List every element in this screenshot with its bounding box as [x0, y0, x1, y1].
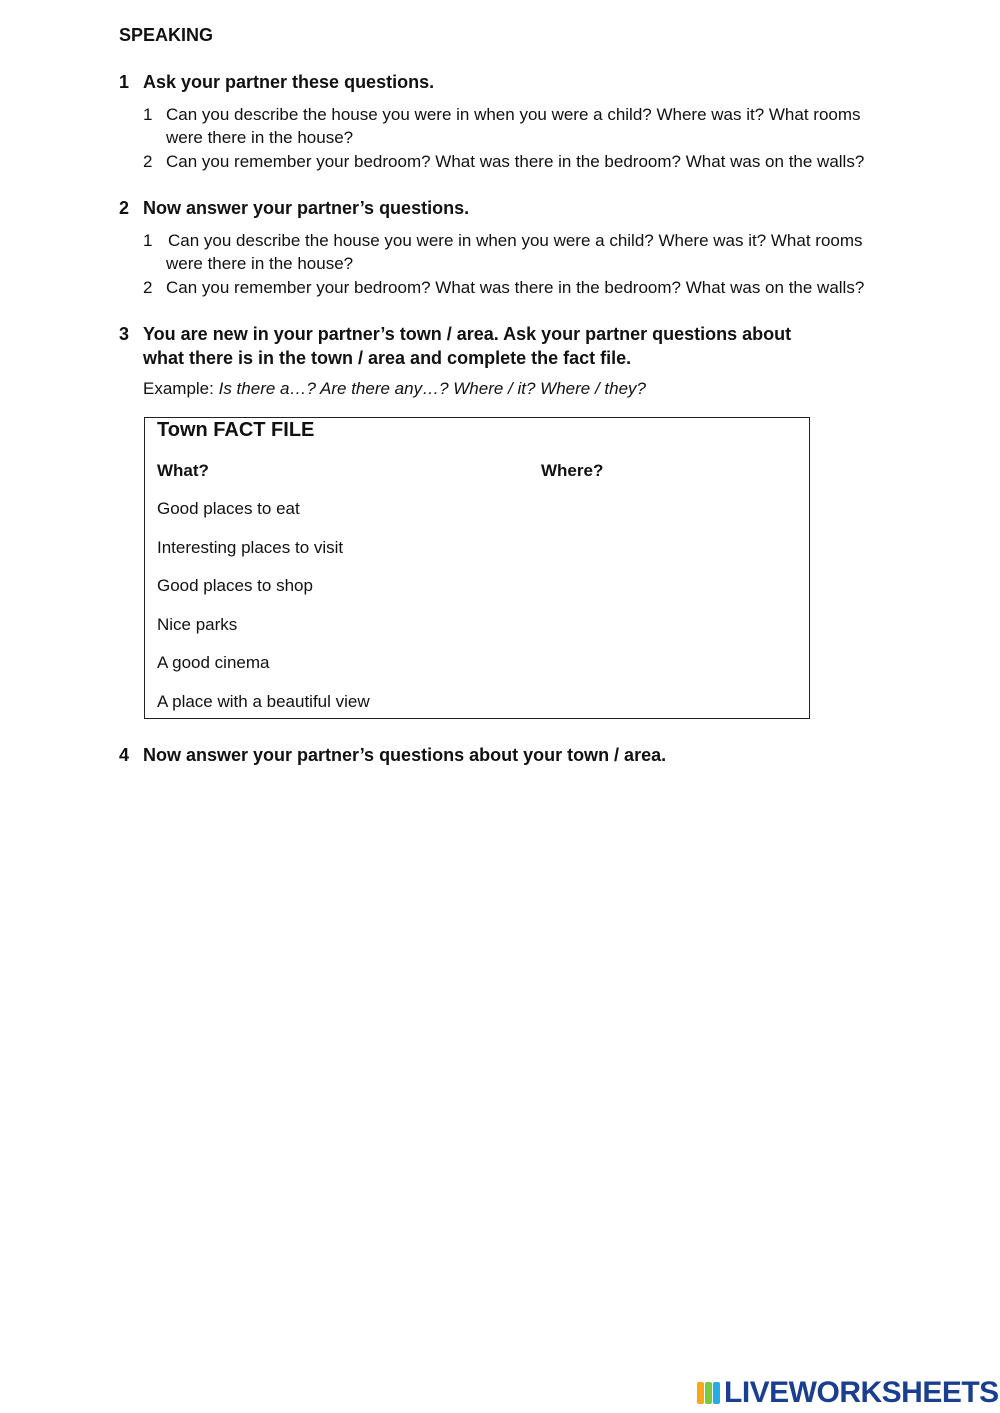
section-4-number: 4 [119, 745, 130, 765]
example-line [143, 379, 646, 399]
fact-file-column-what: What? [157, 461, 209, 480]
fact-file-row-6: A place with a beautiful view [157, 692, 370, 711]
section-2-question-1-number: 1 [143, 231, 153, 250]
fact-file-row-5: A good cinema [157, 653, 270, 672]
section-2-question-1-line-1: Can you describe the house you were in when you were a child? Where was it? What rooms [168, 231, 863, 250]
section-2-question-1-line-2: were there in the house? [166, 254, 354, 273]
example-label: Example: [143, 379, 214, 398]
fact-file-row-3: Good places to shop [157, 576, 313, 595]
section-2-question-2-number: 2 [143, 278, 153, 297]
section-1-number: 1 [119, 72, 130, 92]
section-1-title: Ask your partner these questions. [143, 72, 435, 92]
section-3-number: 3 [119, 324, 130, 344]
section-1-question-1-number: 1 [143, 105, 153, 124]
section-1-question-1-line-2: were there in the house? [166, 128, 354, 147]
fact-file-title: Town FACT FILE [157, 419, 315, 441]
section-2-title: Now answer your partner’s questions. [143, 198, 470, 218]
liveworksheets-logo-icon [697, 1381, 721, 1405]
fact-file-row-2: Interesting places to visit [157, 538, 344, 557]
page-title: SPEAKING [119, 25, 214, 45]
fact-file-row-4: Nice parks [157, 615, 238, 634]
section-4-title: Now answer your partner’s questions about your town / area. [143, 745, 667, 765]
section-1-question-1-line-1: Can you describe the house you were in when you were a child? Where was it? What rooms [166, 105, 861, 124]
liveworksheets-logo-text: LIVEWORKSHEETS [724, 1376, 999, 1409]
liveworksheets-logo[interactable] [697, 1378, 999, 1408]
fact-file-column-where: Where? [541, 461, 604, 480]
section-2-number: 2 [119, 198, 130, 218]
section-3-title-line-1: You are new in your partner’s town / area. Ask your partner questions about [143, 324, 792, 344]
fact-file-table [144, 417, 810, 719]
section-3-title-line-2: what there is in the town / area and complete the fact file. [143, 348, 632, 368]
example-text: Is there a…? Are there any…? Where / it? Where / they? [218, 379, 647, 398]
section-1-question-2-number: 2 [143, 152, 153, 171]
section-2-question-2-line-1: Can you remember your bedroom? What was there in the bedroom? What was on the walls? [166, 278, 865, 297]
section-1-question-2-line-1: Can you remember your bedroom? What was there in the bedroom? What was on the walls? [166, 152, 865, 171]
fact-file-row-1: Good places to eat [157, 499, 300, 518]
